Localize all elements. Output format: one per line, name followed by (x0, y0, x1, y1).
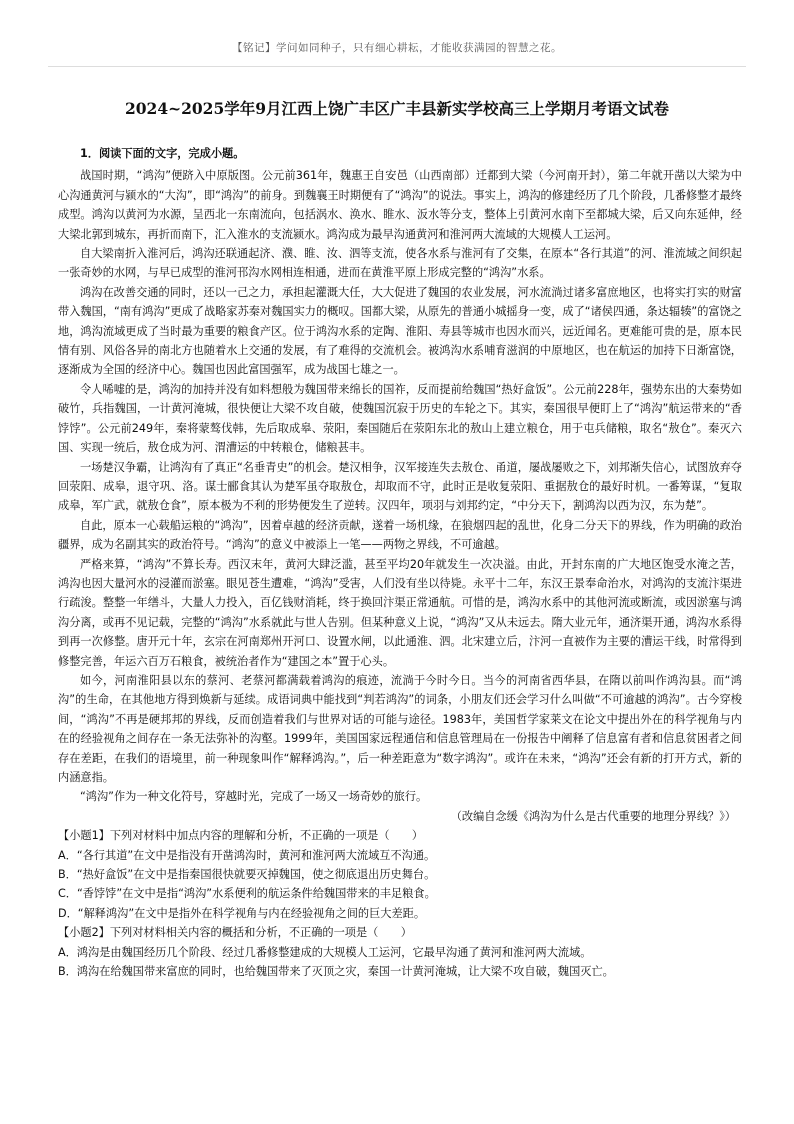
passage-paragraph: 令人唏嘘的是，鸿沟的加持并没有如料想般为魏国带来绵长的国祚，反而提前给魏国“热好盒饭”。公元前228年，强势东出的大秦势如破竹，兵指魏国，一计黄河淹城，很快便让大梁不攻自破，使魏国沉寂于历史的车轮之下。其实，秦国很早便盯上了“鸿沟”航运带来的“香饽饽”。公元前249年，秦将蒙骜伐韩，先后取成皋、荥阳，秦国随后在荥阳东北的敖山上建立粮仓，用于屯兵储粮，取名“敖仓”。秦灭六国、实现一统后，敖仓成为河、渭漕运的中转粮仓，储粮甚丰。 (58, 382, 742, 455)
passage-paragraph: 自大梁南折入淮河后，鸿沟还联通起济、濮、睢、汝、泗等支流，使各水系与淮河有了交集，在原本“各行其道”的河、淮流域之间织起一张奇妙的水网，与早已成型的淮河邗沟水网相连相通，进而在黄淮平原上形成完整的“鸿沟”水系。 (58, 247, 742, 280)
source-citation: （改编自念缓《鸿沟为什么是古代重要的地理分界线？》） (450, 809, 736, 823)
passage-paragraph: 自此，原本一心载船运粮的“鸿沟”，因着卓越的经济贡献，遂着一场机缘，在狼烟四起的乱世，化身二分天下的界线，作为明确的政治疆界，成为名副其实的政治符号。“鸿沟”的意义中被添上一笔——两物之界线，不可逾越。 (58, 518, 742, 552)
header-motto: 【铭记】学问如同种子，只有细心耕耘，才能收获满园的智慧之花。 (232, 42, 562, 54)
passage-paragraph: “鸿沟”作为一种文化符号，穿越时光，完成了一场又一场奇妙的旅行。 (80, 790, 428, 804)
sub-question-2-stem: 【小题2】下列对材料相关内容的概括和分析，不正确的一项是（ ） (58, 926, 412, 940)
sub-question-1-option-a: A．“各行其道”在文中是指没有开凿鸿沟时，黄河和淮河两大流域互不沟通。 (58, 848, 436, 862)
exam-title: 2024~2025学年9月江西上饶广丰区广丰县新实学校高三上学期月考语文试卷 (124, 99, 670, 118)
sub-question-1-option-c: C．“香饽饽”在文中是指“鸿沟”水系便利的航运条件给魏国带来的丰足粮食。 (58, 887, 436, 901)
sub-question-1-option-d: D．“解释鸿沟”在文中是指外在科学视角与内在经验视角之间的巨大差距。 (58, 906, 426, 920)
header-divider (48, 66, 746, 67)
passage-paragraph: 鸿沟在改善交通的同时，还以一己之力，承担起灌溉大任，大大促进了魏国的农业发展，河水流淌过诸多富庶地区，也将实打实的财富带入魏国，“南有鸿沟”更成了战略家苏秦对魏国实力的概叹。国都大梁，从原先的普通小城摇身一变，成了“诸侯四通，条达辐辏”的富饶之地，鸿沟流域更成了当时最为重要的粮食产区。位于鸿沟水系的定陶、淮阳、寿县等城市也因水而兴，远近闻名。更难能可贵的是，原本民情有别、风俗各异的南北方也随着水上交通的发展，有了难得的交流机会。被鸿沟水系哺育滋润的中原地区，也在航运的加持下日渐富饶，逐渐成为全国的经济中心。魏国也因此富国强军，成为战国七雄之一。 (58, 285, 742, 377)
sub-question-2-option-b: B．鸿沟在给魏国带来富庶的同时，也给魏国带来了灭顶之灾，秦国一计黄河淹城，让大梁不攻自破，魏国灭亡。 (58, 965, 614, 979)
sub-question-2-option-a: A．鸿沟是由魏国经历几个阶段、经过几番修整建成的大规模人工运河，它最早沟通了黄河和淮河两大流域。 (58, 945, 592, 959)
passage-paragraph: 战国时期，“鸿沟”便跻入中原版图。公元前361年，魏惠王自安邑（山西南部）迁都到大梁（今河南开封），第二年就开凿以大梁为中心沟通黄河与颍水的“大沟”，即“鸿沟”的前身。到魏襄王时期便有了“鸿沟”的说法。事实上，鸿沟的修建经历了几个阶段，几番修整才最终成型。鸿沟以黄河为水源，呈西北一东南流向，包括涡水、涣水、睢水、汳水等分支，整体上引黄河水南下至都城大梁，后又向东延伸，经大梁北郭到城东，再折而南下，汇入淮水的支流颍水。鸿沟成为最早沟通黄河和淮河两大流域的大规模人工运河。 (58, 169, 742, 241)
sub-question-1-stem: 【小题1】下列对材料中加点内容的理解和分析，不正确的一项是（ ） (58, 829, 424, 843)
passage-paragraph: 一场楚汉争霸，让鸿沟有了真正“名垂青史”的机会。楚汉相争，汉军接连失去敖仓、甬道，屡战屡败之下，刘邦渐失信心，试图放弃夺回荥阳、成皋，退守巩、洛。谋士郦食其认为楚军虽夺取敖仓，却取而不守，此时正是收复荥阳、重据敖仓的最好时机。一番筹谋，“复取成皋，军广武，就敖仓食”，原本极为不利的形势便发生了逆转。汉四年，项羽与刘邦约定，“中分天下，割鸿沟以西为汉，东为楚”。 (58, 460, 742, 513)
passage-paragraph: 如今，河南淮阳县以东的蔡河、老蔡河都满载着鸿沟的痕迹，流淌于今时今日。当今的河南省西华县，在隋以前叫作鸿沟县。而“鸿沟”的生命，在其他地方得到焕新与延续。成语词典中能找到“判若鸿沟”的词条，小朋友们还会学习什么叫做“不可逾越的鸿沟”。古今穿梭间，“鸿沟”不再是硬邦邦的界线，反而创造着我们与世界对话的可能与途径。1983年，美国哲学家莱文在论文中提出外在的科学视角与内在的经验视角之间存在一条无法弥补的沟壑。1999年，美国国家远程通信和信息管理局在一份报告中阐释了信息富有者和信息贫困者之间存在差距，在我们的语境里，前一种现象叫作“解释鸿沟。”，后一种差距意为“数字鸿沟”。或许在未来，“鸿沟”还会有新的打开方式，新的内涵意指。 (58, 673, 742, 784)
sub-question-1-option-b: B．“热好盒饭”在文中是指秦国很快就要灭掉魏国，使之彻底退出历史舞台。 (58, 868, 436, 882)
passage-paragraph: 严格来算，“鸿沟”不算长寿。西汉末年，黄河大肆泛滥，甚至平均20年就发生一次决溢。由此，开封东南的广大地区饱受水淹之苦，鸿沟也因大量河水的浸灌而淤塞。眼见苍生遭难，“鸿沟”受害，人们没有坐以待毙。永平十二年，东汉王景奉命治水，对鸿沟的支流汴渠进行疏浚。整整一年缮斗，大量人力投入，百亿钱财消耗，终于换回汴渠正常通航。可惜的是，鸿沟水系中的其他河流或断流，或因淤塞与鸿沟分离，或再不见记载，完整的“鸿沟”水系就此与世人告别。但某种意义上说，“鸿沟”又从未远去。隋大业元年，通济渠开通，鸿沟水系得到再一次修整。唐开元十年，玄宗在河南郑州开河口、设置水闸，以此通淮、泗。北宋建立后，汴河一直被作为主要的漕运干线，时常得到修整完善，年运六百万石粮食，被统治者作为“建国之本”置于心头。 (58, 557, 742, 668)
question-heading: 1．阅读下面的文字，完成小题。 (80, 147, 245, 160)
exam-content (58, 144, 742, 981)
